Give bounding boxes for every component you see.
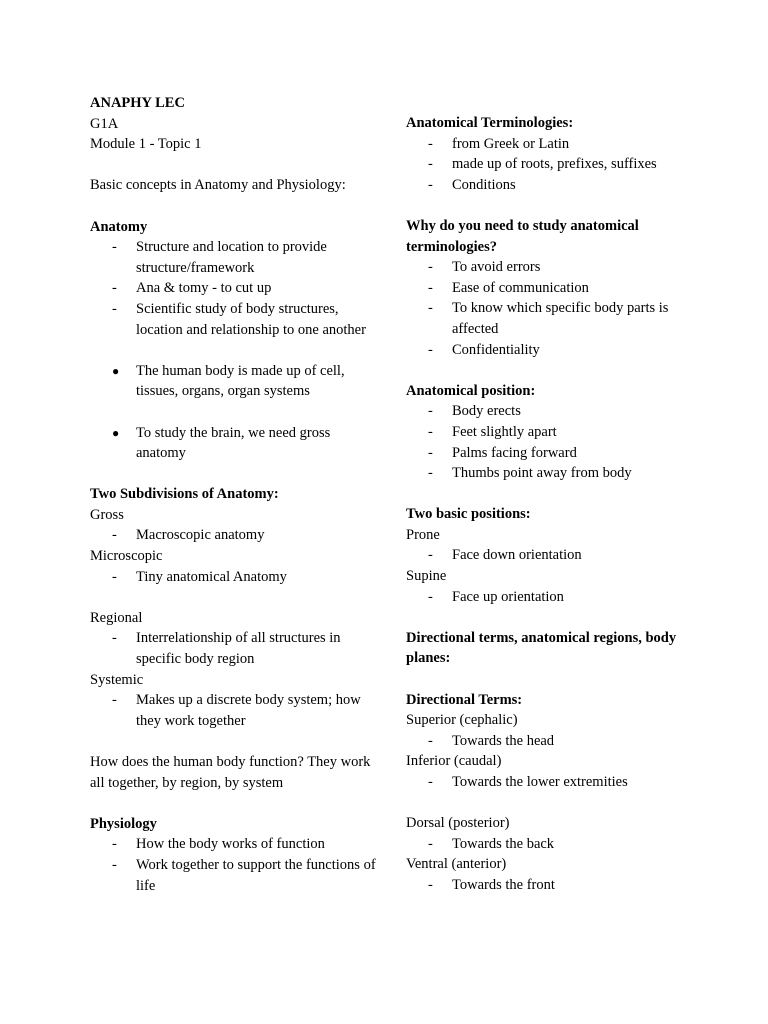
terminologies-heading: Anatomical Terminologies:	[406, 115, 574, 131]
list-item-text: Conditions	[452, 176, 516, 193]
list-item-text: Towards the back	[452, 835, 555, 852]
list-item	[406, 401, 706, 422]
directional-heading: Directional Terms:	[406, 691, 523, 708]
list-item-text: Macroscopic anatomy	[136, 527, 265, 544]
list-item-text: Makes up a discrete body system; how they work together	[136, 692, 361, 729]
dash-marker: -	[428, 176, 433, 193]
right-column	[406, 113, 706, 896]
left-column	[90, 93, 380, 896]
list-item	[406, 278, 706, 299]
bullet-marker: ●	[112, 425, 120, 440]
bullet-marker: ●	[112, 363, 120, 378]
dash-marker: -	[428, 403, 433, 420]
dash-marker: -	[428, 135, 433, 152]
dash-marker: -	[428, 444, 433, 461]
list-item-text: To avoid errors	[452, 259, 541, 276]
list-item-text: To know which specific body parts is affected	[452, 300, 669, 337]
list-item-text: Ease of communication	[452, 279, 589, 296]
gross-label: Gross	[90, 506, 124, 523]
dash-marker: -	[428, 259, 433, 276]
dash-marker: -	[112, 856, 117, 873]
list-item	[90, 567, 380, 588]
list-item	[90, 299, 380, 340]
list-item	[406, 834, 706, 855]
ventral-label: Ventral (anterior)	[406, 856, 507, 873]
list-item	[90, 525, 380, 546]
list-item	[406, 463, 706, 484]
dorsal-label: Dorsal (posterior)	[406, 815, 510, 832]
list-item-text: Tiny anatomical Anatomy	[136, 568, 287, 585]
subdivisions-heading: Two Subdivisions of Anatomy:	[90, 486, 279, 503]
dash-marker: -	[112, 630, 117, 647]
list-item	[406, 772, 706, 793]
dash-marker: -	[112, 527, 117, 544]
list-item	[406, 587, 706, 608]
list-item-text: Towards the lower extremities	[452, 774, 628, 790]
bullet-item	[90, 423, 380, 464]
list-item-text: Towards the head	[452, 732, 555, 749]
supine-label: Supine	[406, 568, 447, 585]
list-item-text: Feet slightly apart	[452, 423, 557, 440]
list-item-text: How the body works of function	[136, 836, 325, 853]
dash-marker: -	[428, 774, 433, 790]
list-item-text: Interrelationship of all structures in specific body region	[136, 630, 341, 668]
list-item	[90, 237, 380, 278]
dash-marker: -	[112, 239, 117, 256]
list-item-text: Towards the front	[452, 876, 555, 893]
dash-marker: -	[112, 692, 117, 709]
list-item	[90, 628, 380, 669]
bullet-item	[90, 361, 380, 402]
dash-marker: -	[428, 300, 433, 317]
dash-marker: -	[112, 568, 117, 585]
list-item-text: made up of roots, prefixes, suffixes	[452, 156, 657, 173]
anatomy-heading: Anatomy	[90, 218, 148, 235]
list-item	[406, 257, 706, 278]
list-item-text: Work together to support the functions of life	[136, 856, 376, 894]
list-item-text: Structure and location to provide structure/framework	[136, 239, 327, 276]
list-item	[406, 154, 706, 175]
list-item-text: Ana & tomy - to cut up	[136, 280, 272, 297]
list-item-text: from Greek or Latin	[452, 135, 570, 152]
dash-marker: -	[428, 588, 433, 605]
list-item	[406, 298, 706, 339]
list-item	[406, 134, 706, 155]
intro-text: Basic concepts in Anatomy and Physiology:	[90, 177, 346, 194]
list-item	[406, 545, 706, 566]
directional-regions-heading: Directional terms, anatomical regions, body planes:	[406, 629, 677, 667]
dash-marker: -	[428, 156, 433, 173]
dash-marker: -	[112, 280, 117, 297]
dash-marker: -	[112, 836, 117, 853]
list-item	[90, 690, 380, 731]
regional-label: Regional	[90, 609, 143, 626]
superior-label: Superior (cephalic)	[406, 712, 518, 729]
module-label: Module 1 - Topic 1	[90, 136, 202, 153]
position-heading: Anatomical position:	[406, 382, 536, 399]
systemic-label: Systemic	[90, 671, 144, 688]
list-item-text: Confidentiality	[452, 341, 540, 358]
dash-marker: -	[112, 300, 117, 317]
dash-marker: -	[428, 835, 433, 852]
dash-marker: -	[428, 279, 433, 296]
inferior-label: Inferior (caudal)	[406, 753, 502, 770]
microscopic-label: Microscopic	[90, 548, 163, 565]
basic-positions-heading: Two basic positions:	[406, 506, 531, 523]
dash-marker: -	[428, 465, 433, 482]
prone-label: Prone	[406, 526, 440, 543]
dash-marker: -	[428, 876, 433, 893]
list-item-text: Scientific study of body structures, location and relationship to one another	[136, 300, 366, 338]
bullet-item-text: The human body is made up of cell, tissues, organs, organ systems	[136, 362, 345, 400]
list-item	[90, 834, 380, 855]
list-item	[406, 340, 706, 361]
group-label: G1A	[90, 115, 119, 132]
dash-marker: -	[428, 423, 433, 440]
dash-marker: -	[428, 341, 433, 358]
bullet-item-text: To study the brain, we need gross anatomy	[136, 424, 331, 462]
list-item-text: Body erects	[452, 403, 521, 420]
list-item-text: Palms facing forward	[452, 444, 577, 461]
function-question: How does the human body function? They work all together, by region, by system	[90, 754, 371, 791]
list-item-text: Thumbs point away from body	[452, 465, 632, 482]
list-item	[406, 422, 706, 443]
list-item	[90, 855, 380, 896]
list-item	[406, 875, 706, 896]
list-item-text: Face up orientation	[452, 588, 564, 605]
list-item	[406, 175, 706, 196]
dash-marker: -	[428, 547, 433, 564]
document-title: ANAPHY LEC	[90, 95, 185, 111]
list-item	[90, 278, 380, 299]
dash-marker: -	[428, 732, 433, 749]
physiology-heading: Physiology	[90, 815, 157, 832]
why-heading: Why do you need to study anatomical terminologies?	[406, 217, 639, 255]
list-item	[406, 443, 706, 464]
list-item-text: Face down orientation	[452, 547, 582, 564]
list-item	[406, 731, 706, 752]
